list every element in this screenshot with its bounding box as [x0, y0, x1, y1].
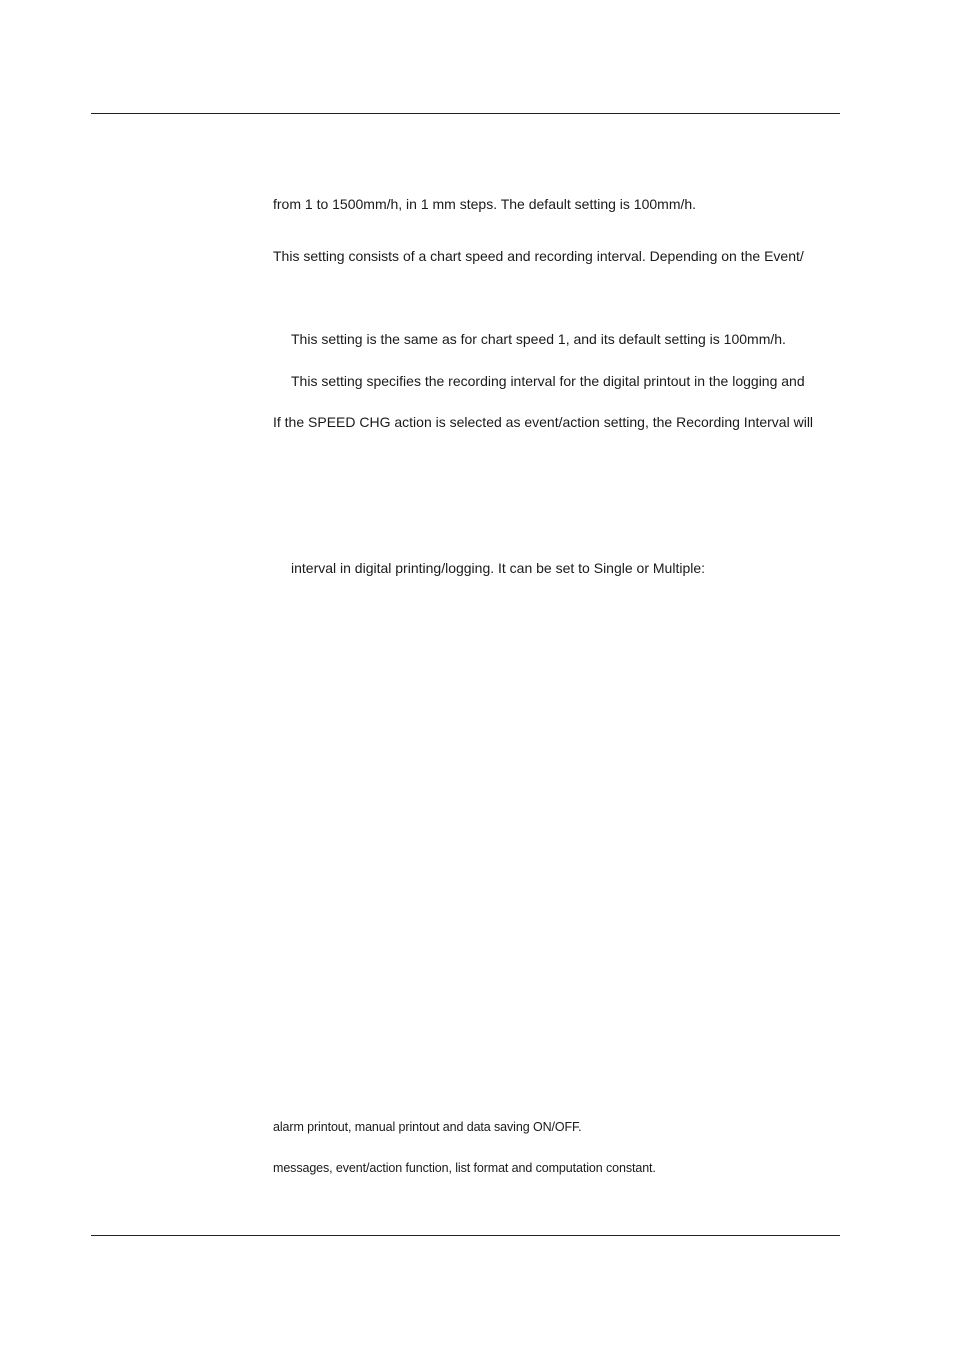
text-line-messages: messages, event/action function, list format and computation constant. — [273, 1161, 656, 1175]
text-line-setting-description: This setting consists of a chart speed and recording interval. Depending on the Event/ — [273, 248, 804, 264]
text-line-chart-speed-2: This setting is the same as for chart speed 1, and its default setting is 100mm/h. — [291, 331, 786, 347]
footer-rule — [91, 1235, 840, 1236]
text-line-alarm-printout: alarm printout, manual printout and data saving ON/OFF. — [273, 1120, 582, 1134]
text-line-speed-chg: If the SPEED CHG action is selected as event/action setting, the Recording Interval will — [273, 414, 814, 430]
text-line-chart-speed-range: from 1 to 1500mm/h, in 1 mm steps. The default setting is 100mm/h. — [273, 196, 697, 212]
text-line-recording-interval: This setting specifies the recording interval for the digital printout in the logging and — [291, 373, 805, 389]
text-line-interval-mode: interval in digital printing/logging. It can be set to Single or Multiple: — [291, 560, 706, 576]
header-rule — [91, 113, 840, 114]
